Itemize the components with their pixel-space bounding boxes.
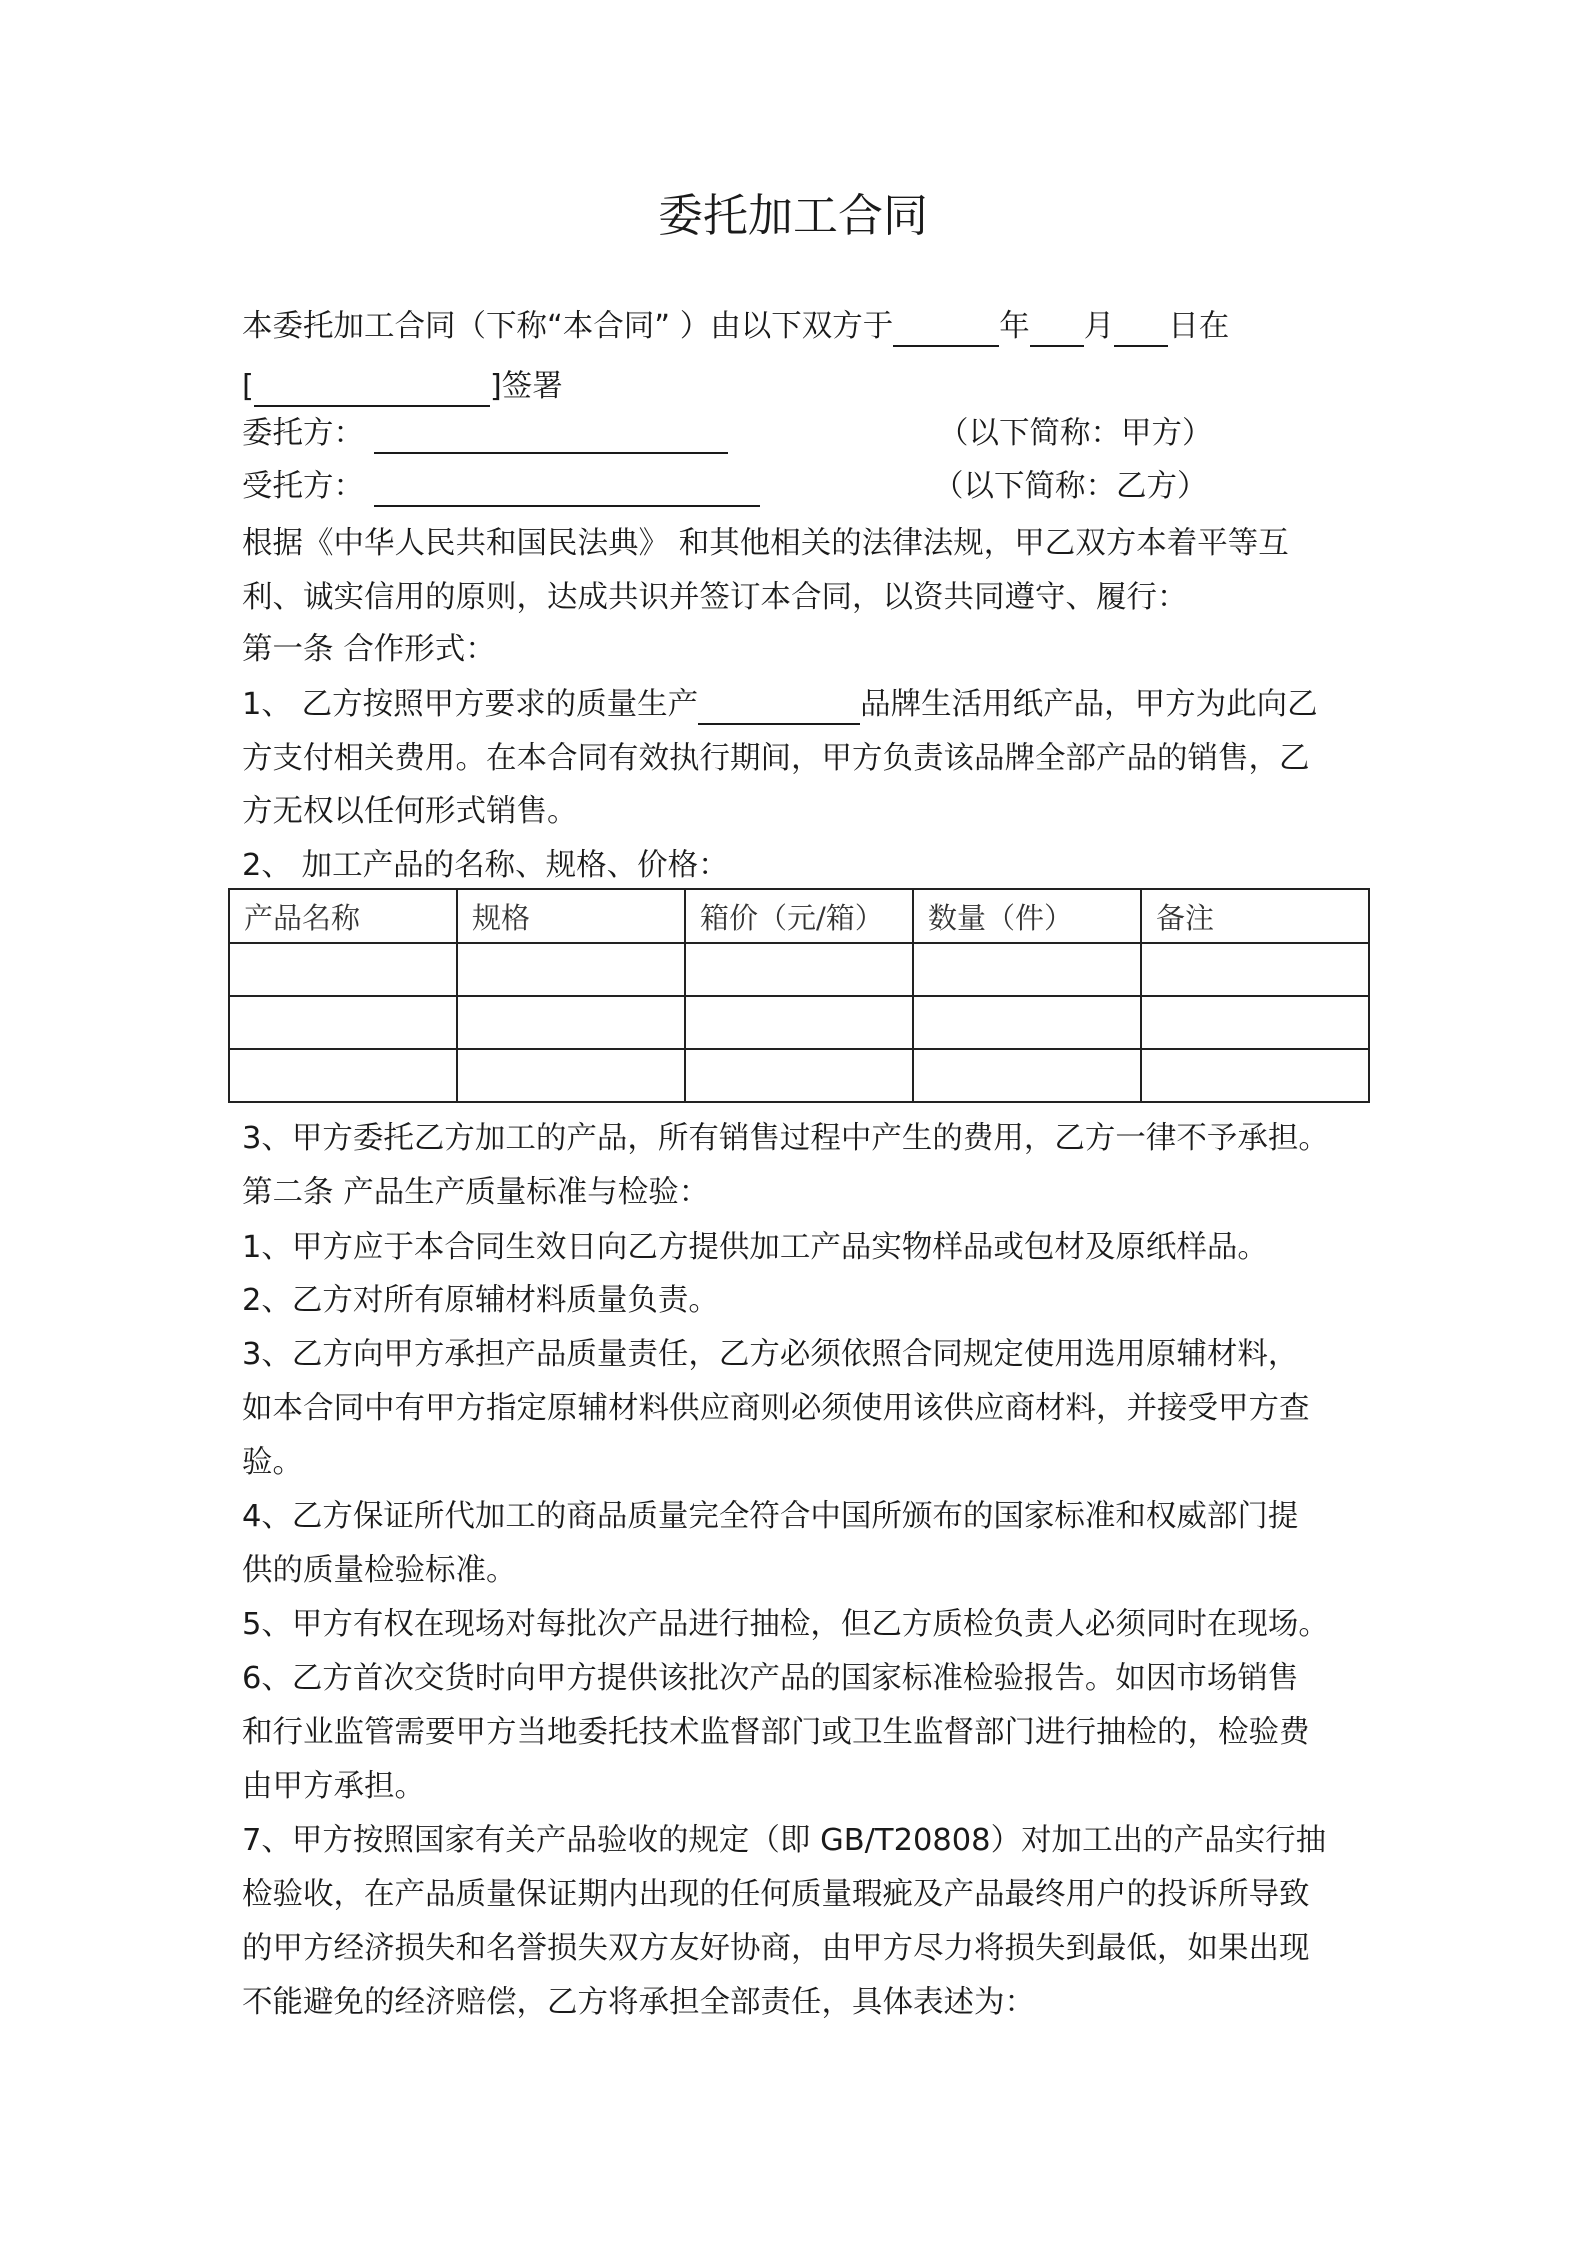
article-2-line: 由甲方承担。 (242, 1769, 425, 1804)
party-b-label: 受托方： (242, 469, 364, 504)
day-label: 日在 (1168, 309, 1230, 344)
year-label: 年 (999, 309, 1030, 344)
article-2-line: 3、乙方向甲方承担产品质量责任，乙方必须依照合同规定使用选用原辅材料， (242, 1337, 1299, 1372)
item-1-text-a: 1、 乙方按照甲方要求的质量生产 (242, 687, 699, 722)
intro-text: 本委托加工合同（下称“本合同” ）由以下双方于 (242, 309, 894, 344)
day-blank[interactable] (1114, 313, 1168, 347)
signing-place-blank[interactable] (254, 373, 490, 407)
article-1-heading: 第一条 合作形式： (242, 632, 496, 667)
item-1-text-b: 品牌生活用纸产品，甲方为此向乙 (860, 687, 1318, 722)
article-2-line: 6、乙方首次交货时向甲方提供该批次产品的国家标准检验报告。如因市场销售 (242, 1661, 1299, 1696)
table-row (229, 1049, 1369, 1102)
table-cell[interactable] (229, 943, 457, 996)
article-1-item-1-line-2: 方支付相关费用。在本合同有效执行期间，甲方负责该品牌全部产品的销售，乙 (242, 741, 1310, 776)
month-blank[interactable] (1030, 313, 1084, 347)
article-2-line: 5、甲方有权在现场对每批次产品进行抽检，但乙方质检负责人必须同时在现场。 (242, 1607, 1329, 1642)
open-bracket: [ (242, 369, 254, 404)
table-row (229, 996, 1369, 1049)
table-cell[interactable] (1141, 996, 1369, 1049)
article-2-line: 供的质量检验标准。 (242, 1553, 517, 1588)
party-a-alias: （以下简称：甲方） (938, 416, 1213, 451)
party-b-blank[interactable] (374, 473, 760, 507)
header-box-price: 箱价（元/箱） (685, 889, 913, 943)
article-1-item-1-line-3: 方无权以任何形式销售。 (242, 794, 578, 829)
table-cell[interactable] (913, 996, 1141, 1049)
article-2-line: 7、甲方按照国家有关产品验收的规定（即 GB/T20808）对加工出的产品实行抽 (242, 1823, 1327, 1858)
table-cell[interactable] (1141, 943, 1369, 996)
table-cell[interactable] (457, 996, 685, 1049)
article-2-line: 1、甲方应于本合同生效日向乙方提供加工产品实物样品或包材及原纸样品。 (242, 1230, 1268, 1265)
basis-line-2: 利、诚实信用的原则，达成共识并签订本合同，以资共同遵守、履行： (242, 580, 1188, 615)
table-cell[interactable] (229, 996, 457, 1049)
intro-line-2 (242, 367, 563, 407)
party-a-label: 委托方： (242, 416, 364, 451)
header-quantity: 数量（件） (913, 889, 1141, 943)
table-cell[interactable] (913, 943, 1141, 996)
article-2-line: 和行业监管需要甲方当地委托技术监督部门或卫生监督部门进行抽检的，检验费 (242, 1715, 1310, 1750)
document-title: 委托加工合同 (657, 189, 928, 242)
article-2-line: 的甲方经济损失和名誉损失双方友好协商，由甲方尽力将损失到最低，如果出现 (242, 1931, 1310, 1966)
signing-label: ]签署 (489, 369, 563, 404)
party-b-line (242, 467, 760, 507)
table-cell[interactable] (457, 1049, 685, 1102)
header-spec: 规格 (457, 889, 685, 943)
table-row (229, 943, 1369, 996)
article-2-line: 检验收，在产品质量保证期内出现的任何质量瑕疵及产品最终用户的投诉所导致 (242, 1877, 1310, 1912)
article-2-line: 不能避免的经济赔偿，乙方将承担全部责任，具体表述为： (242, 1985, 1035, 2020)
party-a-line (242, 414, 728, 454)
table-cell[interactable] (685, 1049, 913, 1102)
party-a-blank[interactable] (374, 420, 728, 454)
basis-line-1: 根据《中华人民共和国民法典》 和其他相关的法律法规，甲乙双方本着平等互 (242, 526, 1289, 561)
intro-line-1 (242, 307, 1229, 347)
table-cell[interactable] (229, 1049, 457, 1102)
header-remarks: 备注 (1141, 889, 1369, 943)
article-1-item-1 (242, 685, 1318, 725)
article-2-heading: 第二条 产品生产质量标准与检验： (242, 1175, 710, 1210)
year-blank[interactable] (893, 313, 999, 347)
brand-blank[interactable] (698, 691, 860, 725)
month-label: 月 (1083, 309, 1115, 344)
article-1-item-3: 3、甲方委托乙方加工的产品，所有销售过程中产生的费用，乙方一律不予承担。 (242, 1121, 1329, 1156)
article-2-line: 4、乙方保证所代加工的商品质量完全符合中国所颁布的国家标准和权威部门提 (242, 1499, 1299, 1534)
table-cell[interactable] (685, 943, 913, 996)
article-2-line: 如本合同中有甲方指定原辅材料供应商则必须使用该供应商材料，并接受甲方查 (242, 1391, 1310, 1426)
article-1-item-2: 2、 加工产品的名称、规格、价格： (242, 848, 729, 883)
table-cell[interactable] (913, 1049, 1141, 1102)
table-header-row (229, 889, 1369, 943)
article-2-line: 2、乙方对所有原辅材料质量负责。 (242, 1283, 719, 1318)
table-cell[interactable] (685, 996, 913, 1049)
party-b-alias: （以下简称：乙方） (933, 469, 1208, 504)
product-table (228, 888, 1370, 1103)
article-2-line: 验。 (242, 1445, 303, 1480)
header-product-name: 产品名称 (229, 889, 457, 943)
table-cell[interactable] (457, 943, 685, 996)
table-cell[interactable] (1141, 1049, 1369, 1102)
